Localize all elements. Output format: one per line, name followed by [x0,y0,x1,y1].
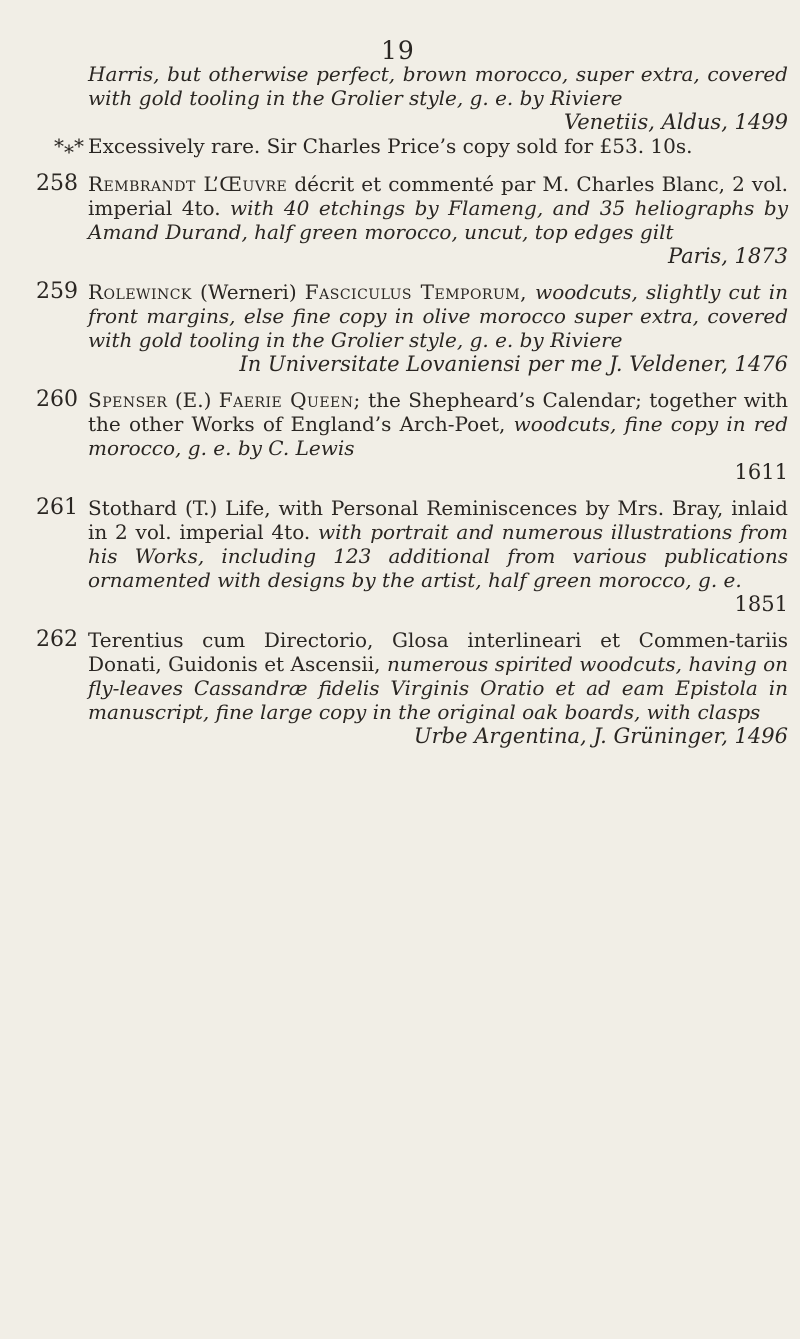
entry-description: (T.) Life, with Personal Reminiscences by Mrs. Bray, inlaid in 2 vol. imperial 4to. [88,496,788,544]
continued-entry-text: Harris, but otherwise perfect, brown morocco, super extra, covered with gold tooling in the Grolier style, g. e. by Riviere [88,62,788,110]
entry-heading: Rolewinck [88,280,192,304]
continued-entry-imprint: Venetiis, Aldus, 1499 [563,110,788,134]
entry-number: 262 [36,627,78,652]
entry-number: 260 [36,387,78,412]
catalogue-entry-258 [36,172,788,268]
catalogue-entry-260 [36,388,788,484]
entry-heading: Stothard [88,496,177,520]
entry-description: (E.) [174,388,212,412]
entry-description-italic: woodcuts, slightly cut in front margins, else fine copy in olive morocco super extra, covered with gold tooling in the Grolier style, g. e. by Riviere [88,280,789,352]
entry-description: (Werneri) [200,280,297,304]
entry-heading: Rembrandt L’Œuvre [88,172,288,196]
entry-imprint: 1611 [734,460,788,484]
page-number: 19 [381,36,415,65]
page-content [0,62,800,760]
entry-imprint: Urbe Argentina, J. Grüninger, 1496 [413,724,788,748]
note-marker: *⁎* [54,134,84,158]
entry-description-italic: numerous spirited woodcuts, having on fly-leaves Cassandræ fidelis Virginis Oratio et ad eam Epistola in manuscript, fine large copy in the original oak boards, with clasps [88,652,789,724]
note-text: Excessively rare. Sir Charles Price’s copy sold for £53. 10s. [88,134,693,158]
entry-imprint: In Universitate Lovaniensi per me J. Veldener, 1476 [239,352,788,376]
entry-description-italic: woodcuts, fine copy in red morocco, g. e. by C. Lewis [88,412,788,460]
entry-number: 261 [36,495,78,520]
catalogue-entry-259 [36,280,788,376]
entry-heading: Spenser [88,388,168,412]
entry-number: 258 [36,171,78,196]
entry-description-2: the Shepheard’s Calendar; together with the other Works of England’s Arch-Poet, [88,388,789,436]
entry-description: cum Directorio, Glosa interlineari et Commen-tariis Donati, Guidonis et Ascensii, [88,628,788,676]
entry-description: décrit et commenté par M. Charles Blanc, 2 vol. imperial 4to. [88,172,789,220]
entry-description-italic: with portrait and numerous illustrations from his Works, including 123 additional from various publications ornamented with designs by the artist, half green morocco, g. e. [88,520,788,592]
entry-heading: Terentius [88,628,184,652]
catalogue-entry-262 [36,628,788,748]
entry-number: 259 [36,279,78,304]
catalogue-entry-261 [36,496,788,616]
entry-imprint: 1851 [734,592,788,616]
continued-entry [88,62,788,134]
entry-description-italic: with 40 etchings by Flameng, and 35 heliographs by Amand Durand, half green morocco, uncut, top edges gilt [88,196,789,244]
entry-title: Faerie Queen; [218,388,361,412]
entry-title: Fasciculus Temporum, [304,280,527,304]
entry-imprint: Paris, 1873 [667,244,788,268]
note [54,134,778,158]
